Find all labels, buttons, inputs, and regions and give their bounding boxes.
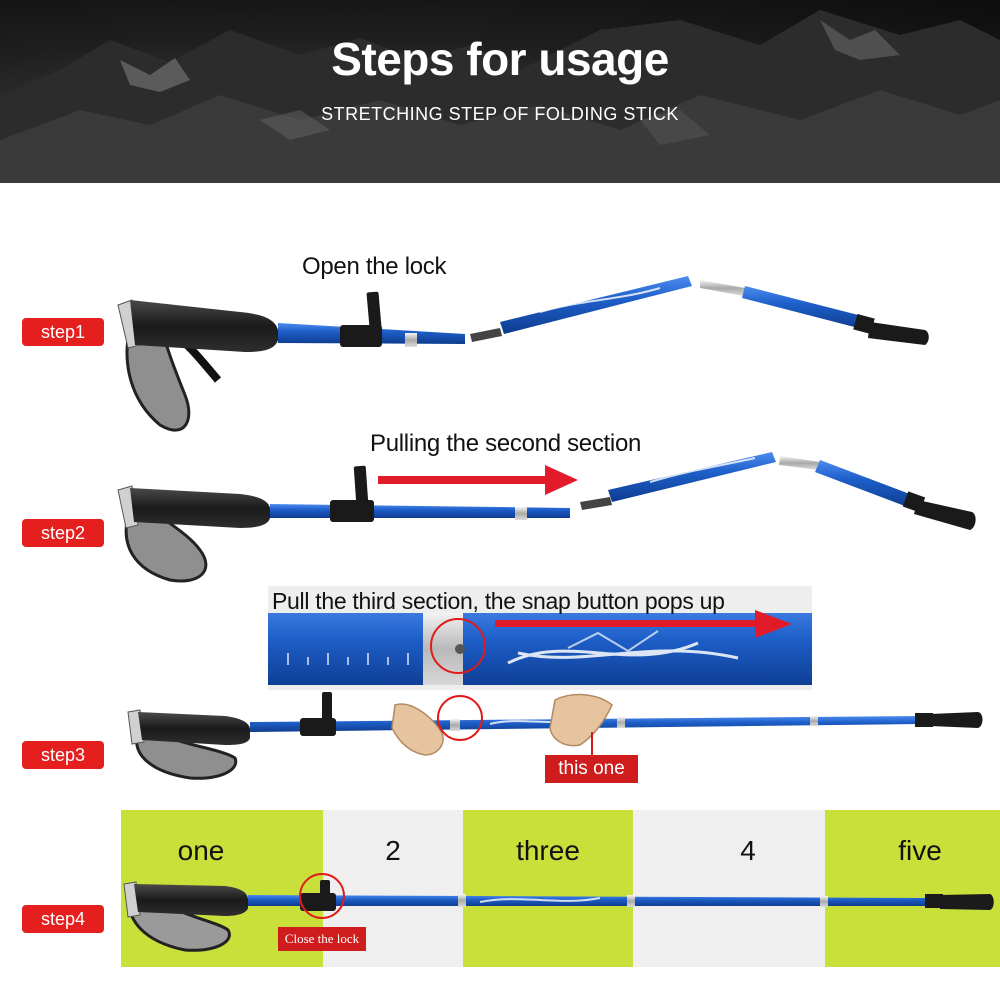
highlight-circle-icon xyxy=(431,619,485,673)
page-subtitle: STRETCHING STEP OF FOLDING STICK xyxy=(321,104,679,124)
step2-pole xyxy=(118,452,976,581)
step4-badge: step4 xyxy=(22,905,104,933)
grip-icon xyxy=(130,488,270,528)
step3-pole xyxy=(128,610,983,778)
right-hand-icon xyxy=(550,695,612,746)
segment-label-three: three xyxy=(516,835,580,866)
page-title: Steps for usage xyxy=(331,33,669,85)
step1-caption: Open the lock xyxy=(302,253,447,280)
grip-icon xyxy=(134,884,248,916)
arrow-right-icon xyxy=(378,476,548,484)
step2-caption: Pulling the second section xyxy=(370,430,642,457)
segment-label-4: 4 xyxy=(740,835,756,866)
lock-clip-icon xyxy=(330,500,374,522)
step2-badge: step2 xyxy=(22,519,104,547)
arrow-right-icon xyxy=(495,620,757,627)
step1-pole xyxy=(118,276,929,430)
segment-label-2: 2 xyxy=(385,835,401,866)
segment-label-one: one xyxy=(177,835,225,866)
grip-icon xyxy=(130,300,278,352)
step1-badge: step1 xyxy=(22,318,104,346)
step3-badge: step3 xyxy=(22,741,104,769)
step3-caption: Pull the third section, the snap button pops up xyxy=(272,588,725,614)
segment-label-five: five xyxy=(898,835,942,866)
step4-pole xyxy=(124,874,994,950)
lock-clip-icon xyxy=(340,325,382,347)
left-hand-icon xyxy=(392,704,443,755)
grip-icon xyxy=(138,712,250,745)
lock-clip-icon xyxy=(300,893,336,911)
step3-callout: this one xyxy=(545,755,638,783)
step4-callout: Close the lock xyxy=(278,927,366,951)
highlight-circle-icon xyxy=(438,696,482,740)
